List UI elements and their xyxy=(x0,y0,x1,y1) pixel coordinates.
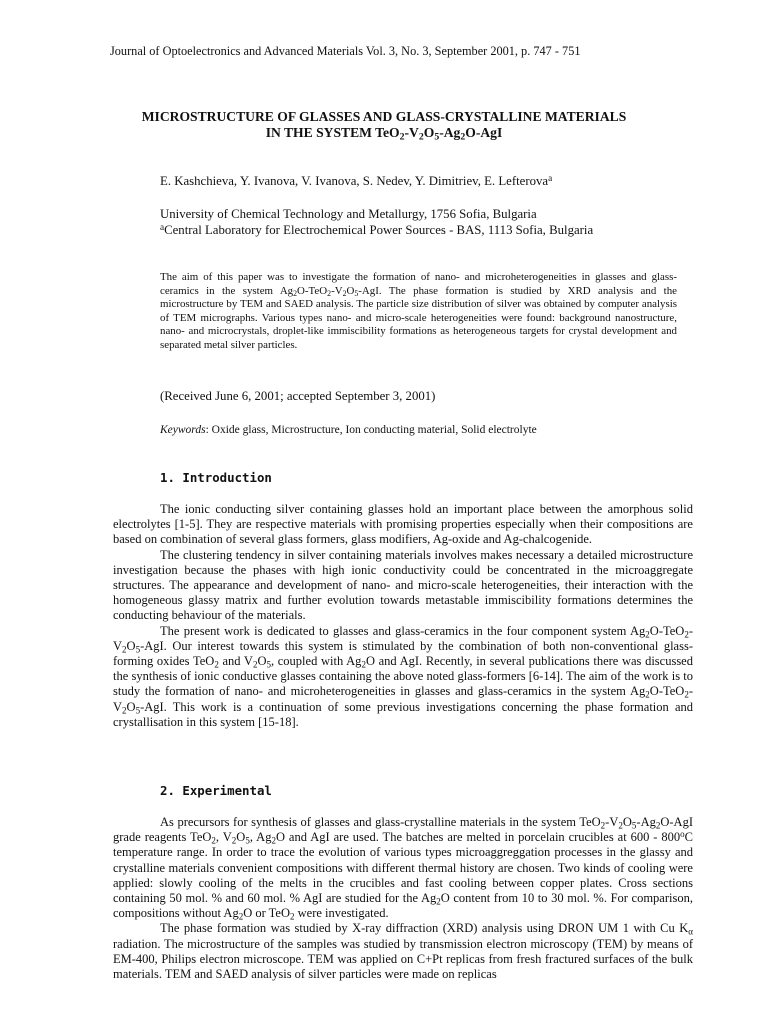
intro-paragraph-3: The present work is dedicated to glasses and glass-ceramics in the four component system $Ag_2O-TeO_2-V_2O_5$-AgI. Our interest towards this system is stimulated by the combination of both non-conventional glass-forming oxides TeO$_2$ and $V_2O_5$, coupled with $Ag_2O$ and AgI. Recently, in several publications there was discussed the synthesis of ionic conductive glasses containing the above noted glass-formers [6-14]. The aim of the work is to study the formation of nano- and microheterogeneities in glasses and glass-ceramics in the system $Ag_2O-TeO_2-V_2O_5$-AgI. This work is a continuation of some previous investigations concerning the phase formation and crystallisation in this system [15-18]. xyxy=(113,623,693,729)
paper-title-line-1: MICROSTRUCTURE OF GLASSES AND GLASS-CRYSTALLINE MATERIALS xyxy=(141,109,627,124)
introduction-body xyxy=(113,502,693,730)
experimental-body xyxy=(113,815,693,982)
experimental-paragraph-2: The phase formation was studied by X-ray diffraction (XRD) analysis using DRON UM 1 with Cu $K_\alpha$ radiation. The microstructure of the samples was studied by transmission electron microscopy (TEM) by means of EM-400, Philips electron microscope. TEM was applied on C+Pt replicas from fresh fractured surfaces of the bulk materials. TEM and SAED analysis of silver particles were made on replicas xyxy=(113,921,693,982)
section-heading-experimental: 2. Experimental xyxy=(160,783,272,798)
section-heading-introduction: 1. Introduction xyxy=(160,470,272,485)
intro-paragraph-1: The ionic conducting silver containing glasses hold an important place between the amorphous solid electrolytes [1-5]. They are respective materials with promising properties especially when their compositions are based on combination of several glass formers, glass modifiers, Ag-oxide and Ag-chalcogenide. xyxy=(113,502,693,547)
affiliation-2: $^a$Central Laboratory for Electrochemical Power Sources - BAS, 1113 Sofia, Bulgaria xyxy=(160,221,594,237)
received-dates: (Received June 6, 2001; accepted September 3, 2001) xyxy=(160,389,436,403)
author-list: E. Kashchieva, Y. Ivanova, V. Ivanova, S. Nedev, Y. Dimitriev, E. Lefterova$^a$ xyxy=(160,172,553,188)
experimental-paragraph-1: As precursors for synthesis of glasses and glass-crystalline materials in the system $TeO_2-V_2O_5-Ag_2O$-AgI grade reagents TeO$_2$, $V_2O_5$, $Ag_2O$ and AgI are used. The batches are melted in porcelain crucibles at 600 - 800$^o$C temperature range. In order to trace the evolution of various types microaggreggation processes in the glassy and crystalline materials convenient compositions with different thermal history are chosen. Two kinds of cooling were applied: slowly cooling of the melts in the crucibles and fast cooling between copper plates. Cross sections containing 50 mol. % and 60 mol. % AgI are studied for the $Ag_2O$ content from 10 to 30 mol. %. For comparison, compositions without $Ag_2O$ or TeO$_2$ were investigated. xyxy=(113,815,693,922)
paper-title-line-2: IN THE SYSTEM $TeO_2-V_2O_5-Ag_2O$-AgI xyxy=(265,125,503,143)
keywords: Keywords: Oxide glass, Microstructure, Ion conducting material, Solid electrolyte xyxy=(160,424,537,436)
journal-citation: Journal of Optoelectronics and Advanced Materials Vol. 3, No. 3, September 2001, p. 747 - 751 xyxy=(110,44,581,58)
affiliation-1: University of Chemical Technology and Metallurgy, 1756 Sofia, Bulgaria xyxy=(160,207,537,221)
abstract: The aim of this paper was to investigate the formation of nano- and microheterogeneities in glasses and glass-ceramics in the system $Ag_2O-TeO_2-V_2O_5$-AgI. The phase formation is studied by XRD analysis and the microstructure by TEM and SAED analysis. The particle size distribution of silver was obtained by computer analysis of TEM micrographs. Various types nano- and micro-scale heterogeneities were found: background nanostructure, nano- and microcrystals, droplet-like immiscibility formations as heterogeneous targets for crystal development and separated metal silver particles. xyxy=(160,271,677,351)
intro-paragraph-2: The clustering tendency in silver containing materials involves makes necessary a detailed microstructure investigation because the phases with high ionic conductivity could be concentrated in the microaggregate structures. The appearance and development of nano- and micro-scale heterogeneities, their interaction with the homogeneous glassy matrix and further evolution towards metastable immiscibility formations determines the conducting behaviour of the materials. xyxy=(113,547,693,623)
